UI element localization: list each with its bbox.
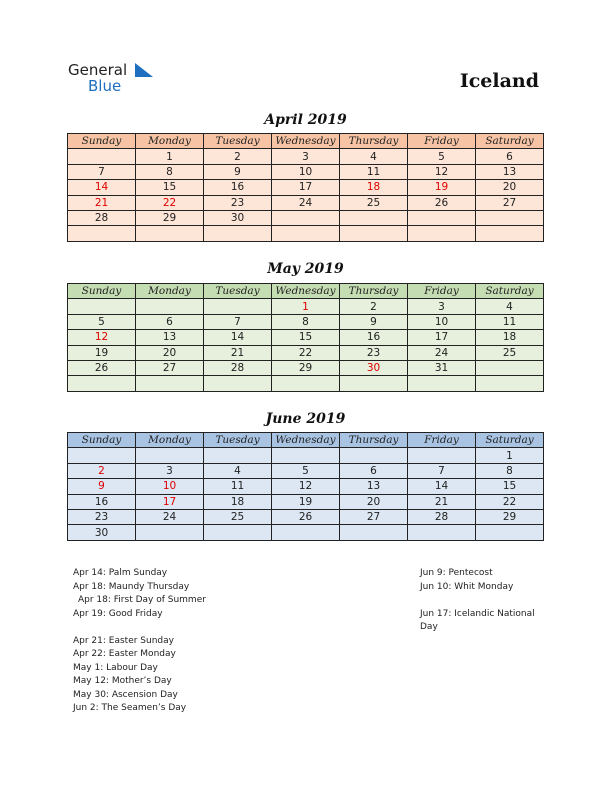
holiday-list-right — [420, 567, 535, 635]
day-cell — [272, 210, 340, 225]
day-cell: 1 — [476, 448, 544, 463]
brand-triangle-icon — [135, 63, 153, 77]
day-cell: 25 — [340, 195, 408, 210]
day-cell: 9 — [68, 479, 136, 494]
weekday-header: Friday — [408, 134, 476, 149]
day-cell: 21 — [68, 195, 136, 210]
weekday-header: Saturday — [476, 134, 544, 149]
day-cell: 26 — [408, 195, 476, 210]
day-cell — [272, 525, 340, 540]
day-cell — [204, 525, 272, 540]
weekday-header: Tuesday — [204, 134, 272, 149]
day-cell: 26 — [68, 360, 136, 375]
day-cell: 6 — [136, 314, 204, 329]
week-row — [68, 376, 544, 391]
week-row — [68, 360, 544, 375]
day-cell: 31 — [408, 360, 476, 375]
weekday-header: Sunday — [68, 134, 136, 149]
week-row — [68, 463, 544, 478]
day-cell — [340, 210, 408, 225]
week-row — [68, 226, 544, 241]
day-cell: 20 — [136, 345, 204, 360]
day-cell: 13 — [340, 479, 408, 494]
weekday-header: Friday — [408, 284, 476, 299]
day-cell: 28 — [68, 210, 136, 225]
weekday-header: Thursday — [340, 284, 408, 299]
day-cell: 19 — [68, 345, 136, 360]
day-cell: 27 — [476, 195, 544, 210]
day-cell — [204, 226, 272, 241]
day-cell: 11 — [340, 164, 408, 179]
holiday-item: Day — [420, 622, 438, 632]
day-cell: 5 — [68, 314, 136, 329]
day-cell: 2 — [204, 149, 272, 164]
brand-line1: General — [68, 61, 128, 79]
day-cell — [340, 448, 408, 463]
week-row — [68, 210, 544, 225]
day-cell: 30 — [68, 525, 136, 540]
day-cell: 17 — [272, 180, 340, 195]
day-cell — [272, 448, 340, 463]
week-row — [68, 195, 544, 210]
day-cell: 29 — [136, 210, 204, 225]
day-cell: 17 — [408, 330, 476, 345]
day-cell: 17 — [136, 494, 204, 509]
weekday-header: Wednesday — [272, 433, 340, 448]
day-cell — [408, 525, 476, 540]
holiday-item: May 1: Labour Day — [73, 662, 158, 673]
day-cell: 11 — [476, 314, 544, 329]
day-cell: 2 — [68, 463, 136, 478]
day-cell — [204, 376, 272, 391]
holiday-item: Apr 22: Easter Monday — [73, 649, 176, 659]
day-cell: 4 — [340, 149, 408, 164]
week-row — [68, 164, 544, 179]
day-cell: 21 — [204, 345, 272, 360]
month-title-may: May 2019 — [267, 261, 344, 277]
day-cell: 9 — [340, 314, 408, 329]
holiday-item: Jun 2: The Seamen’s Day — [73, 703, 187, 713]
day-cell — [68, 299, 136, 314]
day-cell: 22 — [136, 195, 204, 210]
week-row — [68, 330, 544, 345]
day-cell: 15 — [476, 479, 544, 494]
day-cell: 24 — [136, 509, 204, 524]
day-cell: 10 — [272, 164, 340, 179]
calendar-table-may — [67, 283, 544, 392]
day-cell: 28 — [408, 509, 476, 524]
day-cell: 22 — [476, 494, 544, 509]
day-cell: 16 — [68, 494, 136, 509]
week-row — [68, 479, 544, 494]
week-row — [68, 314, 544, 329]
weekday-header: Wednesday — [272, 284, 340, 299]
day-cell: 27 — [136, 360, 204, 375]
weekday-header: Monday — [136, 433, 204, 448]
day-cell: 15 — [136, 180, 204, 195]
day-cell: 24 — [408, 345, 476, 360]
day-cell: 25 — [476, 345, 544, 360]
day-cell — [136, 226, 204, 241]
weekday-header-row — [68, 433, 544, 448]
day-cell — [136, 299, 204, 314]
day-cell — [476, 360, 544, 375]
day-cell: 4 — [204, 463, 272, 478]
week-row — [68, 345, 544, 360]
weekday-header: Thursday — [340, 134, 408, 149]
weekday-header: Friday — [408, 433, 476, 448]
weekday-header: Thursday — [340, 433, 408, 448]
day-cell — [204, 299, 272, 314]
day-cell: 12 — [68, 330, 136, 345]
day-cell — [136, 525, 204, 540]
day-cell: 29 — [272, 360, 340, 375]
week-row — [68, 448, 544, 463]
day-cell: 5 — [408, 149, 476, 164]
weekday-header: Tuesday — [204, 284, 272, 299]
holiday-item: Apr 18: First Day of Summer — [78, 595, 206, 605]
day-cell: 10 — [136, 479, 204, 494]
day-cell: 20 — [340, 494, 408, 509]
week-row — [68, 509, 544, 524]
day-cell: 12 — [272, 479, 340, 494]
day-cell: 3 — [272, 149, 340, 164]
day-cell: 6 — [476, 149, 544, 164]
holiday-item: Jun 9: Pentecost — [420, 568, 493, 578]
day-cell: 23 — [204, 195, 272, 210]
weekday-header-row — [68, 284, 544, 299]
month-title-apr: April 2019 — [264, 112, 347, 128]
day-cell: 18 — [340, 180, 408, 195]
day-cell: 13 — [476, 164, 544, 179]
weekday-header: Tuesday — [204, 433, 272, 448]
weekday-header-row — [68, 134, 544, 149]
week-row — [68, 525, 544, 540]
weekday-header: Saturday — [476, 433, 544, 448]
day-cell: 10 — [408, 314, 476, 329]
day-cell: 8 — [272, 314, 340, 329]
day-cell — [136, 376, 204, 391]
day-cell: 11 — [204, 479, 272, 494]
day-cell — [476, 525, 544, 540]
holiday-item: Jun 17: Icelandic National — [420, 608, 535, 619]
day-cell: 19 — [272, 494, 340, 509]
day-cell — [68, 149, 136, 164]
day-cell: 24 — [272, 195, 340, 210]
day-cell: 8 — [136, 164, 204, 179]
day-cell — [408, 210, 476, 225]
month-title-jun: June 2019 — [265, 411, 346, 427]
day-cell: 12 — [408, 164, 476, 179]
day-cell: 20 — [476, 180, 544, 195]
weekday-header: Monday — [136, 134, 204, 149]
day-cell: 9 — [204, 164, 272, 179]
weekday-header: Sunday — [68, 433, 136, 448]
week-row — [68, 149, 544, 164]
day-cell: 25 — [204, 509, 272, 524]
day-cell — [408, 376, 476, 391]
weekday-header: Monday — [136, 284, 204, 299]
day-cell — [476, 376, 544, 391]
day-cell: 23 — [68, 509, 136, 524]
day-cell: 14 — [204, 330, 272, 345]
day-cell: 5 — [272, 463, 340, 478]
day-cell: 14 — [408, 479, 476, 494]
day-cell — [476, 226, 544, 241]
day-cell: 19 — [408, 180, 476, 195]
country-title: Iceland — [459, 70, 539, 92]
day-cell: 7 — [204, 314, 272, 329]
day-cell: 15 — [272, 330, 340, 345]
day-cell: 2 — [340, 299, 408, 314]
day-cell: 4 — [476, 299, 544, 314]
day-cell: 26 — [272, 509, 340, 524]
holiday-list-left — [73, 567, 206, 716]
day-cell: 18 — [476, 330, 544, 345]
day-cell — [476, 210, 544, 225]
day-cell: 6 — [340, 463, 408, 478]
day-cell — [340, 376, 408, 391]
day-cell: 28 — [204, 360, 272, 375]
holiday-item: Apr 14: Palm Sunday — [73, 568, 168, 578]
weekday-header: Saturday — [476, 284, 544, 299]
brand-line2: Blue — [88, 77, 122, 95]
day-cell: 7 — [68, 164, 136, 179]
day-cell — [408, 226, 476, 241]
weekday-header: Sunday — [68, 284, 136, 299]
day-cell: 22 — [272, 345, 340, 360]
holiday-item: Apr 21: Easter Sunday — [73, 635, 174, 646]
day-cell: 21 — [408, 494, 476, 509]
day-cell — [68, 376, 136, 391]
holiday-item: May 30: Ascension Day — [73, 689, 178, 700]
day-cell: 14 — [68, 180, 136, 195]
day-cell: 18 — [204, 494, 272, 509]
day-cell: 3 — [408, 299, 476, 314]
day-cell — [204, 448, 272, 463]
weekday-header: Wednesday — [272, 134, 340, 149]
brand-logo — [68, 60, 127, 94]
day-cell: 13 — [136, 330, 204, 345]
week-row — [68, 180, 544, 195]
day-cell — [68, 448, 136, 463]
day-cell — [340, 525, 408, 540]
day-cell: 23 — [340, 345, 408, 360]
day-cell — [272, 376, 340, 391]
day-cell — [68, 226, 136, 241]
day-cell: 16 — [340, 330, 408, 345]
holiday-item — [420, 594, 535, 608]
holiday-item — [73, 621, 206, 635]
holiday-item: Jun 10: Whit Monday — [420, 581, 514, 592]
day-cell: 8 — [476, 463, 544, 478]
week-row — [68, 299, 544, 314]
holiday-item: May 12: Mother’s Day — [73, 676, 172, 686]
day-cell: 30 — [340, 360, 408, 375]
holiday-item: Apr 18: Maundy Thursday — [73, 581, 190, 592]
day-cell: 7 — [408, 463, 476, 478]
day-cell — [136, 448, 204, 463]
day-cell: 30 — [204, 210, 272, 225]
day-cell: 3 — [136, 463, 204, 478]
day-cell: 27 — [340, 509, 408, 524]
day-cell — [340, 226, 408, 241]
week-row — [68, 494, 544, 509]
holiday-item: Apr 19: Good Friday — [73, 608, 163, 619]
day-cell: 29 — [476, 509, 544, 524]
day-cell: 16 — [204, 180, 272, 195]
calendar-table-jun — [67, 432, 544, 541]
day-cell: 1 — [136, 149, 204, 164]
day-cell: 1 — [272, 299, 340, 314]
calendar-table-apr — [67, 133, 544, 242]
day-cell — [272, 226, 340, 241]
day-cell — [408, 448, 476, 463]
